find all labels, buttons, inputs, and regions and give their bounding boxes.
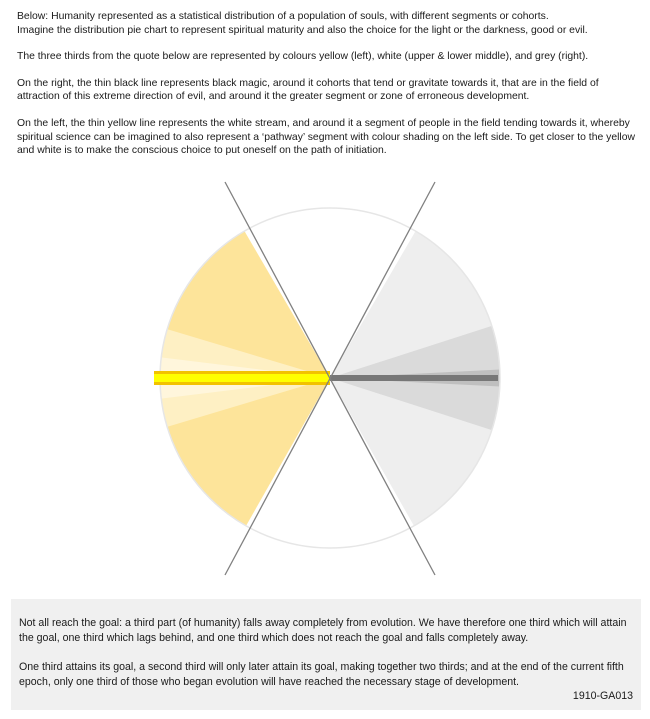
quote-paragraph-1: Not all reach the goal: a third part (of humanity) falls away completely from evolution. We have therefore one third which will attain the goal, one third which lags behind, and one third which does not reach the goal and falls completely away. [19, 617, 627, 645]
quote-paragraph-2: One third attains its goal, a second third will only later attain its goal, making together two thirds; and at the end of the current fifth epoch, only one third of those who began evolution will have reached the necessary stage of development. [19, 660, 624, 689]
intro-left-side: On the left, the thin yellow line represents the white stream, and around it a segment of people in the field tending towards it, whereby spiritual science can be imagined to also represent a ‘pathway’ segment with colour shading on the left side. To get closer to the yellow and white is to make the conscious choice to put oneself on the path of initiation. [17, 117, 636, 157]
source-reference: 1910-GA013 [572, 689, 633, 702]
intro-line-1: Below: Humanity represented as a statistical distribution of a population of souls, with different segments or cohorts. [17, 11, 549, 22]
white-stream-line-core [154, 374, 330, 382]
quote-box [11, 599, 641, 710]
black-magic-line [330, 375, 498, 381]
intro-right-side: On the right, the thin black line represents black magic, around it cohorts that tend or gravitate towards it, that are in the field of attraction of this extreme direction of evil, and around it the greater segment or zone of erroneous development. [17, 77, 599, 103]
intro-line-2: Imagine the distribution pie chart to represent spiritual maturity and also the choice for the light or the darkness, good or evil. [17, 24, 588, 36]
intro-thirds: The three thirds from the quote below are represented by colours yellow (left), white (upper & lower middle), and grey (right). [17, 51, 589, 63]
